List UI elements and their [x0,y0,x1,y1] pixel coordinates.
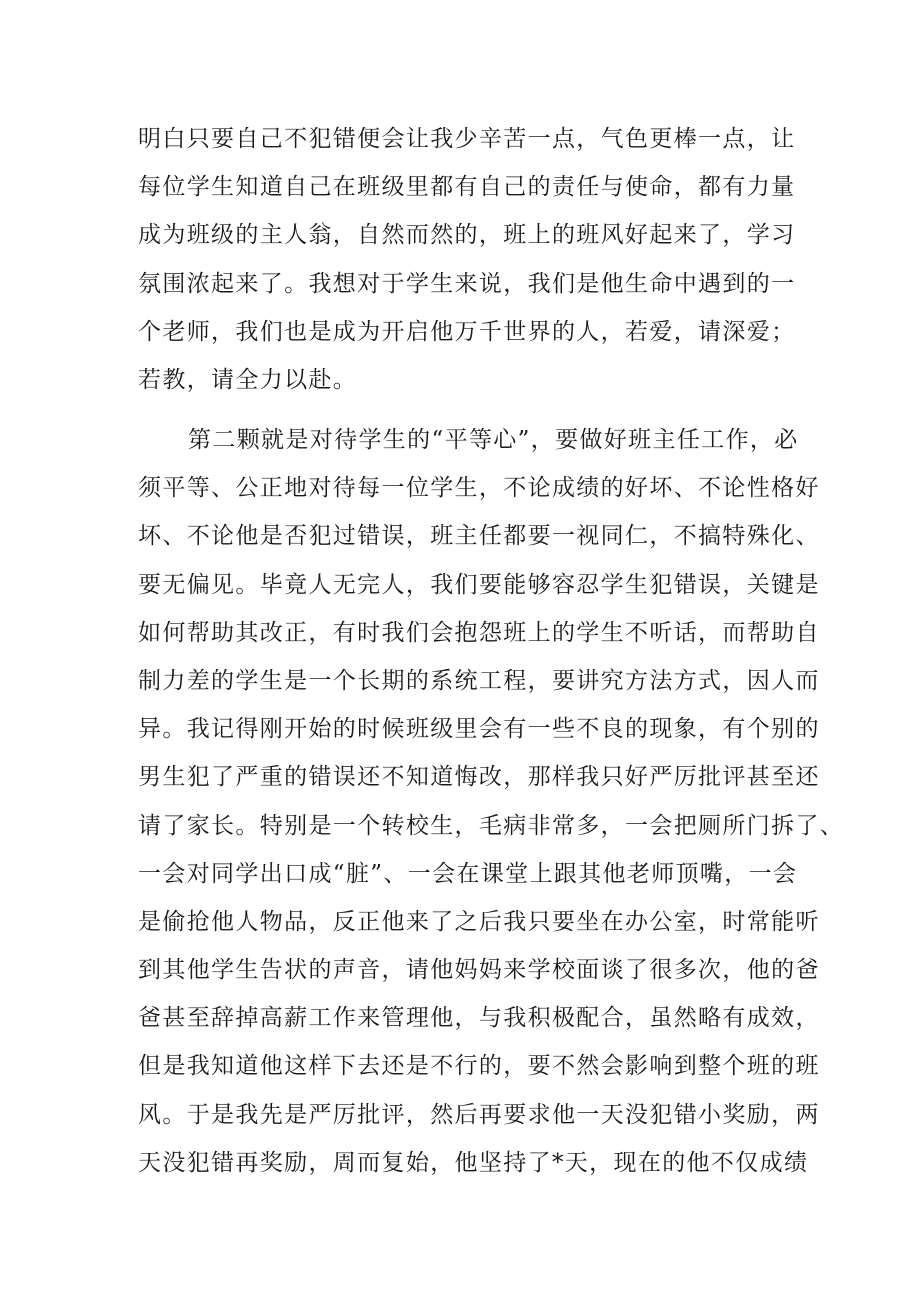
text-line: 明白只要自己不犯错便会让我少辛苦一点，气色更棒一点，让 [138,126,796,152]
text-line: 成为班级的主人翁，自然而然的，班上的班风好起来了，学习 [138,222,796,249]
text-line: 须平等、公正地对待每一位学生，不论成绩的好坏、不论性格好 [138,475,820,502]
text-line: 要无偏见。毕竟人无完人，我们要能够容忍学生犯错误，关键是 [138,571,820,598]
text-line: 男生犯了严重的错误还不知道悔改，那样我只好严厉批评甚至还 [138,764,820,791]
text-line: 个老师，我们也是成为开启他万千世界的人，若爱，请深爱； [138,318,796,345]
text-line: 异。我记得刚开始的时候班级里会有一些不良的现象，有个别的 [138,716,820,743]
text-line: 一会对同学出口成“脏”、一会在课堂上跟其他老师顶嘴，一会 [138,860,798,887]
paragraph-2 [138,416,845,1187]
text-line: 请了家长。特别是一个转校生，毛病非常多，一会把厕所门拆了、 [138,812,845,839]
text-line: 爸甚至辞掉高薪工作来管理他，与我积极配合，虽然略有成效， [138,1005,820,1032]
text-line: 天没犯错再奖励，周而复始，他坚持了*天，现在的他不仅成绩 [138,1149,809,1176]
text-line: 风。于是我先是严厉批评，然后再要求他一天没犯错小奖励，两 [138,1101,820,1128]
text-line: 每位学生知道自己在班级里都有自己的责任与使命，都有力量 [138,174,796,201]
text-line: 到其他学生告状的声音，请他妈妈来学校面谈了很多次，他的爸 [138,957,820,984]
text-line: 氛围浓起来了。我想对于学生来说，我们是他生命中遇到的一 [138,270,796,297]
text-line: 是偷抢他人物品，反正他来了之后我只要坐在办公室，时常能听 [138,908,820,935]
text-line: 第二颗就是对待学生的“平等心”，要做好班主任工作，必 [188,427,799,453]
text-line: 若教，请全力以赴。 [138,366,358,393]
text-line: 制力差的学生是一个长期的系统工程，要讲究方法方式，因人而 [138,667,820,694]
paragraph-1 [138,115,798,404]
text-line: 坏、不论他是否犯过错误，班主任都要一视同仁，不搞特殊化、 [138,523,820,550]
text-line: 如何帮助其改正，有时我们会抱怨班上的学生不听话，而帮助自 [138,619,820,646]
text-line: 但是我知道他这样下去还是不行的，要不然会影响到整个班的班 [138,1053,820,1080]
